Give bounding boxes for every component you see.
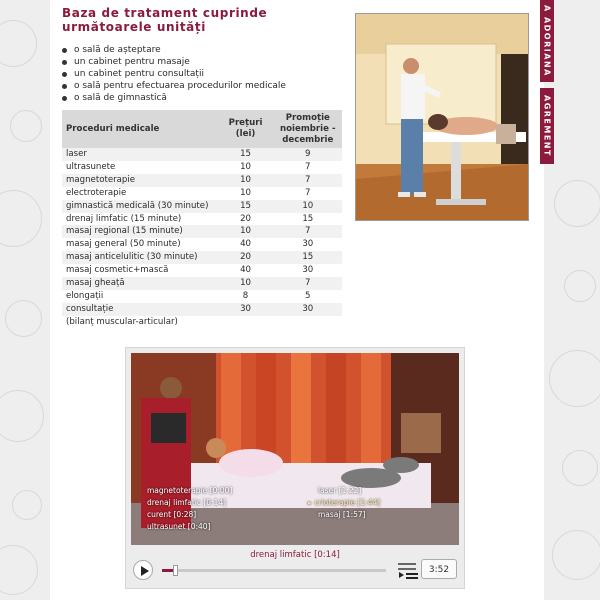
playlist-item[interactable]: masaj [1:57]	[318, 510, 366, 519]
price-value: 15	[218, 200, 274, 213]
playlist-item[interactable]: magnetoterapie [0:00]	[147, 486, 233, 495]
video-frame[interactable]	[131, 353, 459, 545]
playlist-item[interactable]: ultrasunet [0:40]	[147, 522, 211, 531]
tab-agrement[interactable]: AGREMENT	[540, 88, 554, 164]
promo-value: 5	[274, 290, 342, 303]
promo-value: 9	[274, 148, 342, 161]
treatment-photo	[355, 13, 529, 221]
promo-value: 7	[274, 187, 342, 200]
price-value: 10	[218, 187, 274, 200]
promo-value: 7	[274, 174, 342, 187]
table-row	[62, 251, 342, 264]
header-procedure: Proceduri medicale	[62, 110, 218, 148]
table-row	[62, 277, 342, 290]
promo-value: 30	[274, 264, 342, 277]
list-item: o sală de gimnastică	[62, 92, 286, 104]
section-title: Baza de tratament cuprinde următoarele unități	[62, 6, 268, 34]
table-row	[62, 200, 342, 213]
promo-value: 15	[274, 251, 342, 264]
table-row	[62, 174, 342, 187]
table-row	[62, 225, 342, 238]
list-item: un cabinet pentru consultații	[62, 68, 286, 80]
procedure-name: electroterapie	[62, 187, 218, 200]
list-item: o sală pentru efectuarea procedurilor medicale	[62, 80, 286, 92]
table-row	[62, 161, 342, 174]
playlist-item-active[interactable]	[308, 497, 380, 508]
procedure-name: masaj gheață	[62, 277, 218, 290]
promo-value: 15	[274, 213, 342, 226]
table-row	[62, 290, 342, 303]
now-playing-label: drenaj limfatic [0:14]	[250, 550, 340, 560]
procedure-name: masaj anticelulitic (30 minute)	[62, 251, 218, 264]
price-value: 40	[218, 238, 274, 251]
playlist-item[interactable]: drenaj limfatic [0:14]	[147, 498, 227, 507]
price-value: 10	[218, 174, 274, 187]
price-value: 10	[218, 225, 274, 238]
promo-value: 10	[274, 200, 342, 213]
promo-value: 7	[274, 225, 342, 238]
promo-value: 7	[274, 161, 342, 174]
list-item: un cabinet pentru masaje	[62, 56, 286, 68]
price-value: 8	[218, 290, 274, 303]
table-row-footnote	[62, 316, 342, 329]
playlist-item[interactable]: curent [0:28]	[147, 510, 197, 519]
procedure-name: masaj regional (15 minute)	[62, 225, 218, 238]
seek-bar[interactable]	[162, 569, 386, 572]
promo-value: 30	[274, 303, 342, 316]
table-row	[62, 187, 342, 200]
playlist-item[interactable]: laser [1:22]	[318, 486, 362, 495]
duration-display: 3:52	[421, 559, 457, 579]
price-value: 20	[218, 251, 274, 264]
tab-adoriana[interactable]: A ADORIANA	[540, 0, 554, 82]
playlist-item-label: crioterapie [1:44]	[314, 498, 381, 507]
treatment-photo-illustration	[356, 14, 528, 220]
play-button[interactable]	[133, 560, 153, 580]
playlist-icon[interactable]	[396, 560, 420, 580]
price-value: 10	[218, 277, 274, 290]
price-table	[62, 110, 342, 329]
table-footnote: (bilanț muscular-articular)	[62, 316, 342, 329]
table-row	[62, 264, 342, 277]
procedure-name: masaj general (50 minute)	[62, 238, 218, 251]
procedure-name: elongații	[62, 290, 218, 303]
facility-list	[62, 44, 286, 104]
promo-value: 30	[274, 238, 342, 251]
price-value: 10	[218, 161, 274, 174]
procedure-name: laser	[62, 148, 218, 161]
header-promo: Promoție noiembrie - decembrie	[274, 110, 342, 148]
price-value: 30	[218, 303, 274, 316]
video-playlist	[131, 487, 459, 545]
seek-handle[interactable]	[173, 565, 178, 576]
video-player	[125, 347, 465, 589]
price-value: 40	[218, 264, 274, 277]
procedure-name: masaj cosmetic+mască	[62, 264, 218, 277]
table-row	[62, 148, 342, 161]
price-value: 20	[218, 213, 274, 226]
table-header-row	[62, 110, 342, 148]
procedure-name: gimnastică medicală (30 minute)	[62, 200, 218, 213]
header-price: Prețuri (lei)	[218, 110, 274, 148]
active-indicator-icon: ▸	[308, 499, 312, 507]
left-decorative-panel	[0, 0, 50, 600]
procedure-name: ultrasunete	[62, 161, 218, 174]
procedure-name: magnetoterapie	[62, 174, 218, 187]
table-row	[62, 213, 342, 226]
table-row	[62, 238, 342, 251]
table-row	[62, 303, 342, 316]
procedure-name: drenaj limfatic (15 minute)	[62, 213, 218, 226]
list-item: o sală de așteptare	[62, 44, 286, 56]
price-value: 15	[218, 148, 274, 161]
procedure-name: consultație	[62, 303, 218, 316]
promo-value: 7	[274, 277, 342, 290]
